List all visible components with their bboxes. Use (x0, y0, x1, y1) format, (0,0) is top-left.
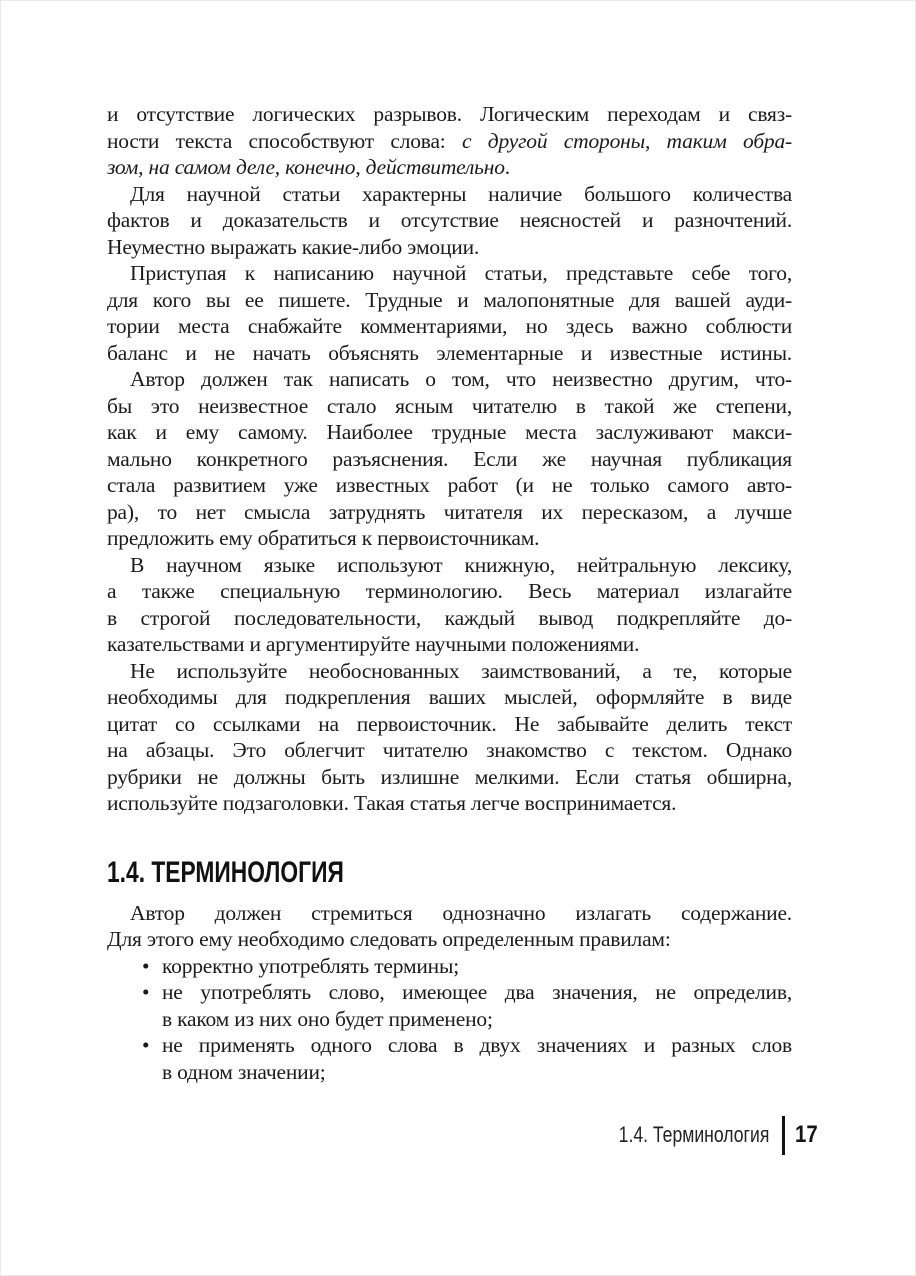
text-segment: ра), то нет смысла затруднять читателя их пересказом, а лучше (107, 499, 792, 524)
text-segment: В научном языке используют книжную, нейтральную лексику, (130, 552, 792, 577)
text-segment: Для научной статьи характерны наличие большого количества (130, 181, 792, 206)
section-heading: 1.4. ТЕРМИНОЛОГИЯ (107, 855, 344, 889)
text-segment: в каком из них оно будет применено; (162, 1006, 493, 1031)
footer-section-label: 1.4. Терминология (618, 1122, 770, 1147)
text-segment: стала развитием уже известных работ (и не только самого авто- (107, 473, 792, 497)
text-line (107, 790, 792, 817)
text-segment: . (504, 155, 510, 179)
text-segment: а также специальную терминологию. Весь материал излагайте (107, 579, 792, 603)
paragraph (107, 658, 792, 817)
text-segment: рубрики не должны быть излишне мелкими. Если статья обширна, (107, 764, 792, 789)
text-line (107, 207, 792, 234)
list-item (107, 979, 792, 1032)
text-line (107, 446, 792, 473)
text-segment: Неуместно выражать какие-либо эмоции. (107, 234, 480, 259)
text-line (107, 711, 792, 738)
text-segment: Автор должен так написать о том, что неизвестно другим, что- (130, 367, 792, 391)
text-segment: не употреблять слово, имеющее два значения, не определив, (162, 980, 792, 1004)
text-line (107, 605, 792, 632)
text-segment: и отсутствие логических разрывов. Логическим переходам и связ- (107, 102, 792, 126)
text-segment: необходимы для подкрепления ваших мыслей, оформляйте в виде (107, 685, 792, 709)
text-line (107, 1032, 792, 1059)
text-segment: фактов и доказательств и отсутствие неясностей и разночтений. (107, 208, 792, 232)
text-line (107, 472, 792, 499)
text-line (107, 101, 792, 128)
text-line (107, 287, 792, 314)
page-number: 17 (795, 1121, 818, 1148)
footer-divider (782, 1116, 785, 1155)
text-segment: Автор должен стремиться однозначно излагать содержание. (130, 900, 792, 925)
text-segment: цитат со ссылками на первоисточник. Не забывайте делить текст (107, 711, 792, 736)
text-segment: ности текста способствуют слова: (107, 128, 463, 153)
bullet-icon: • (142, 953, 150, 978)
paragraph (107, 552, 792, 658)
paragraph (107, 101, 792, 181)
text-segment: бы это неизвестное стало ясным читателю в такой же степени, (107, 393, 792, 418)
text-segment: для кого вы ее пишете. Трудные и малопонятные для вашей ауди- (107, 287, 792, 312)
bullet-icon: • (142, 980, 150, 1004)
text-segment: Не используйте необоснованных заимствований, а те, которые (130, 658, 792, 683)
list-item (107, 953, 792, 980)
text-segment: баланс и не начать объяснять элементарные и известные истины. (107, 340, 792, 365)
paragraph (107, 260, 792, 366)
text-segment: предложить ему обратиться к первоисточникам. (107, 526, 540, 550)
text-line (107, 737, 792, 764)
list-item (107, 1032, 792, 1085)
bullet-icon: • (142, 1033, 150, 1057)
text-line (107, 340, 792, 367)
text-line (107, 900, 792, 927)
text-line (107, 979, 792, 1006)
text-line (107, 419, 792, 446)
paragraph (107, 181, 792, 261)
text-line (107, 926, 792, 953)
text-line (107, 154, 792, 181)
text-line (107, 764, 792, 791)
italic-text: зом, на самом деле, конечно, действительно (107, 155, 505, 179)
text-segment: не применять одного слова в двух значениях и разных слов (162, 1033, 792, 1057)
text-line (107, 552, 792, 579)
text-segment: тории места снабжайте комментариями, но здесь важно соблюсти (107, 314, 792, 338)
text-segment: казательствами и аргументируйте научными положениями. (107, 632, 640, 656)
text-line (107, 181, 792, 208)
text-segment: используйте подзаголовки. Такая статья легче воспринимается. (107, 791, 677, 815)
text-line (107, 366, 792, 393)
text-line (107, 631, 792, 658)
text-line (107, 393, 792, 420)
paragraph (107, 900, 792, 953)
text-column (107, 101, 792, 1085)
text-line (107, 1006, 792, 1033)
text-segment: в строгой последовательности, каждый вывод подкрепляйте до- (107, 605, 792, 630)
text-line (107, 128, 792, 155)
text-line (107, 313, 792, 340)
text-segment: мально конкретного разъяснения. Если же научная публикация (107, 446, 792, 471)
italic-text: с другой стороны, таким обра- (462, 128, 792, 153)
text-segment: как и ему самому. Наиболее трудные места заслуживают макси- (107, 420, 792, 444)
text-segment: корректно употреблять термины; (162, 953, 460, 978)
paragraph (107, 366, 792, 552)
text-line (107, 499, 792, 526)
text-line (107, 684, 792, 711)
text-segment: Для этого ему необходимо следовать определенным правилам: (107, 927, 671, 951)
text-segment: в одном значении; (162, 1059, 326, 1084)
text-line (107, 234, 792, 261)
page-footer (581, 1114, 822, 1156)
text-line (107, 578, 792, 605)
text-line (107, 658, 792, 685)
text-line (107, 525, 792, 552)
text-line (107, 1059, 792, 1086)
text-line (107, 260, 792, 287)
text-segment: на абзацы. Это облегчит читателю знакомство с текстом. Однако (107, 738, 792, 762)
text-segment: Приступая к написанию научной статьи, представьте себе того, (130, 261, 792, 285)
text-line (107, 953, 792, 980)
